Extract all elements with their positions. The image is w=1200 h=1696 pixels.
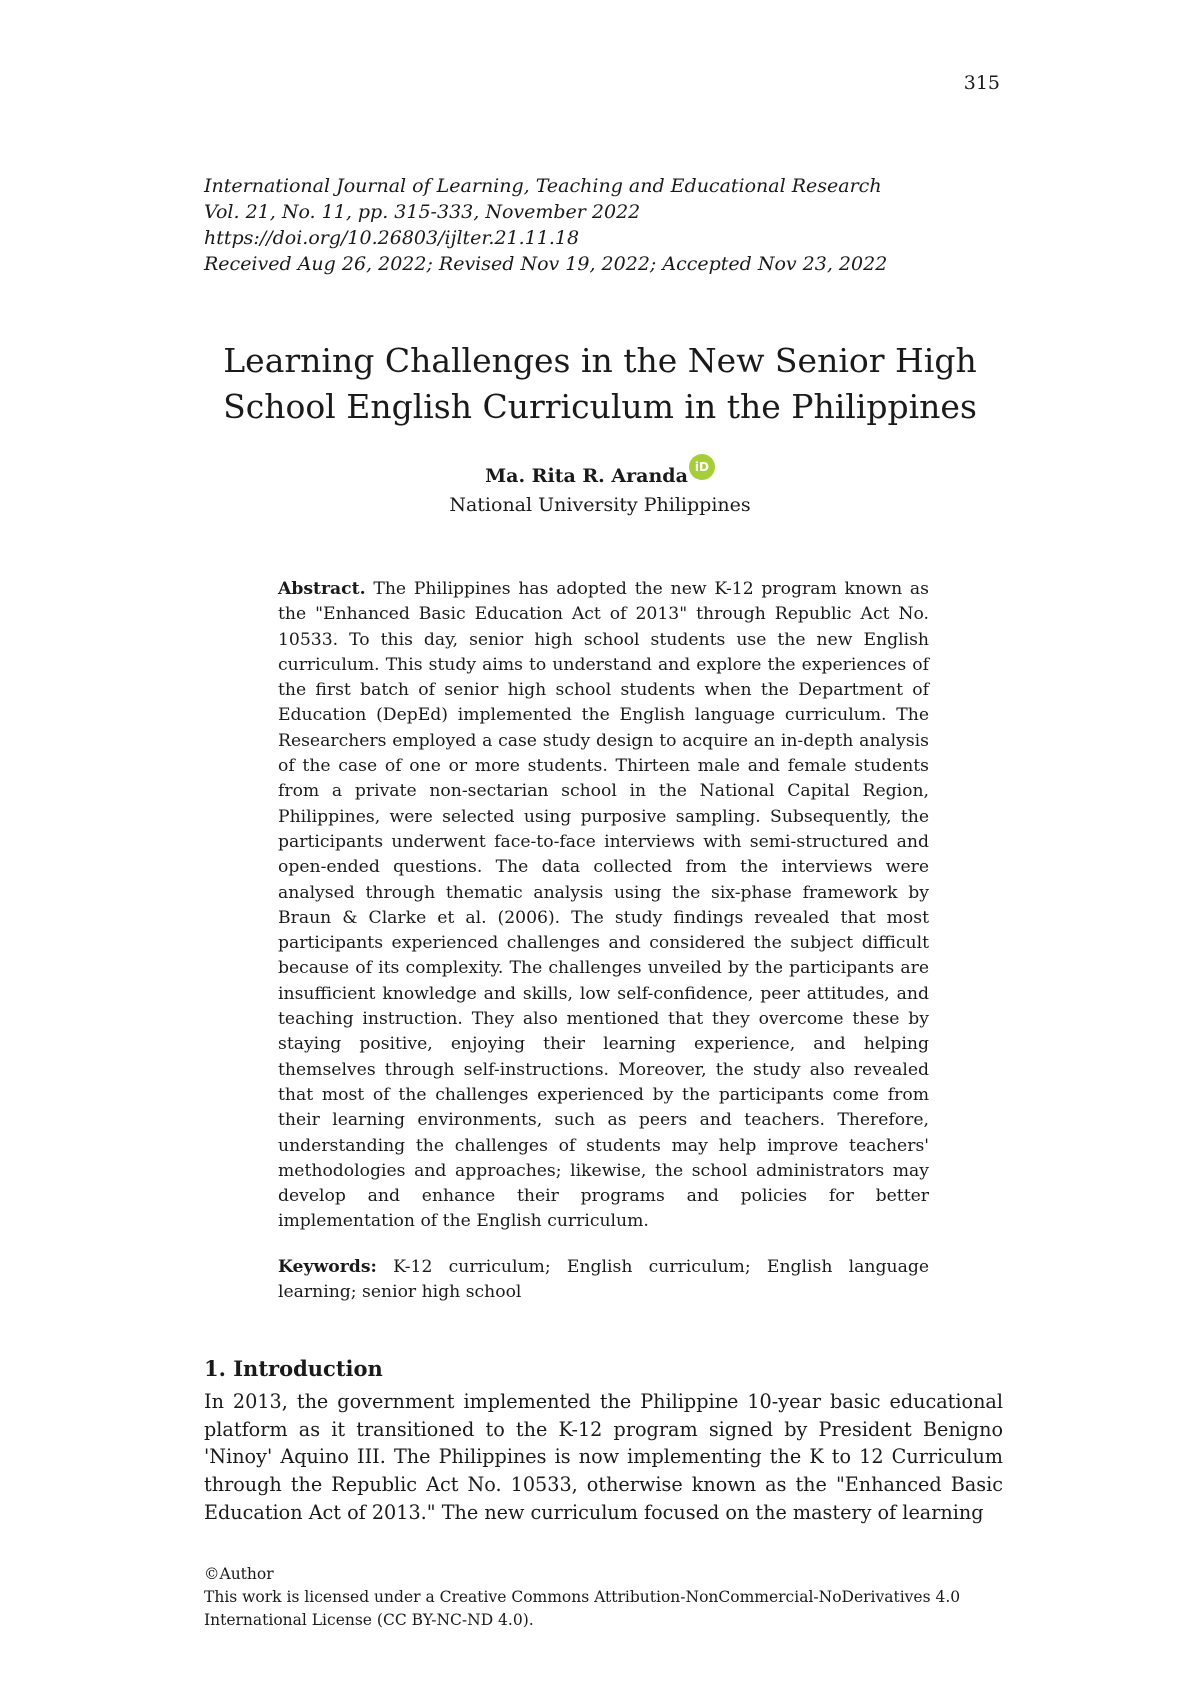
author-name: Ma. Rita R. Aranda (485, 465, 688, 487)
journal-name: International Journal of Learning, Teaching and Educational Research (204, 175, 882, 197)
license-text-line-2: International License (CC BY-NC-ND 4.0). (204, 1611, 534, 1629)
abstract-label: Abstract. (278, 579, 366, 599)
journal-dates: Received Aug 26, 2022; Revised Nov 19, 2022; Accepted Nov 23, 2022 (204, 253, 888, 275)
keywords (278, 1255, 929, 1306)
copyright-notice: ©Author (204, 1565, 274, 1583)
paper-title-line-1: Learning Challenges in the New Senior High (223, 341, 977, 380)
license-footer (204, 1563, 1004, 1632)
paper-title (100, 338, 1100, 430)
author-block (100, 462, 1100, 520)
author-affiliation: National University Philippines (449, 494, 751, 516)
keywords-label: Keywords: (278, 1257, 377, 1277)
abstract-text: The Philippines has adopted the new K-12 program known as the "Enhanced Basic Education Act of 2013" through Republic Act No. 10533. To this day, senior high school students use the new English curriculum. This study aims to understand and explore the experiences of the first batch of senior high school students when the Department of Education (DepEd) implemented the English language curriculum. The Researchers employed a case study design to acquire an in-depth analysis of the case of one or more students. Thirteen male and female students from a private non-sectarian school in the National Capital Region, Philippines, were selected using purposive sampling. Subsequently, the participants underwent face-to-face interviews with semi-structured and open-ended questions. The data collected from the interviews were analysed through thematic analysis using the six-phase framework by Braun & Clarke et al. (2006). The study findings revealed that most participants experienced challenges and considered the subject difficult because of its complexity. The challenges unveiled by the participants are insufficient knowledge and skills, low self-confidence, peer attitudes, and teaching instruction. They also mentioned that they overcome these by staying positive, enjoying their learning experience, and helping themselves through self-instructions. Moreover, the study also revealed that most of the challenges experienced by the participants come from their learning environments, such as peers and teachers. Therefore, understanding the challenges of students may help improve teachers' methodologies and approaches; likewise, the school administrators may develop and enhance their programs and policies for better implementation of the English curriculum. (278, 579, 930, 1232)
orcid-icon[interactable]: iD (689, 454, 715, 480)
page-number: 315 (963, 72, 1000, 94)
introduction-paragraph: In 2013, the government implemented the Philippine 10-year basic educational platform as it transitioned to the K-12 program signed by President Benigno 'Ninoy' Aquino III. The Philippines is now implementing the K to 12 Curriculum through the Republic Act No. 10533, otherwise known as the "Enhanced Basic Education Act of 2013." The new curriculum focused on the mastery of learning (204, 1390, 1003, 1524)
journal-doi[interactable]: https://doi.org/10.26803/ijlter.21.11.18 (204, 227, 580, 249)
journal-metadata (204, 173, 1004, 277)
author (485, 462, 715, 491)
paper-title-line-2: School English Curriculum in the Philippines (223, 387, 977, 426)
section-heading-introduction: 1. Introduction (204, 1356, 383, 1381)
keywords-text: K-12 curriculum; English curriculum; English language learning; senior high school (278, 1257, 929, 1303)
license-text-line-1: This work is licensed under a Creative Commons Attribution-NonCommercial-NoDerivatives 4.0 (204, 1588, 961, 1606)
journal-volume: Vol. 21, No. 11, pp. 315-333, November 2022 (204, 201, 641, 223)
abstract (278, 577, 929, 1235)
